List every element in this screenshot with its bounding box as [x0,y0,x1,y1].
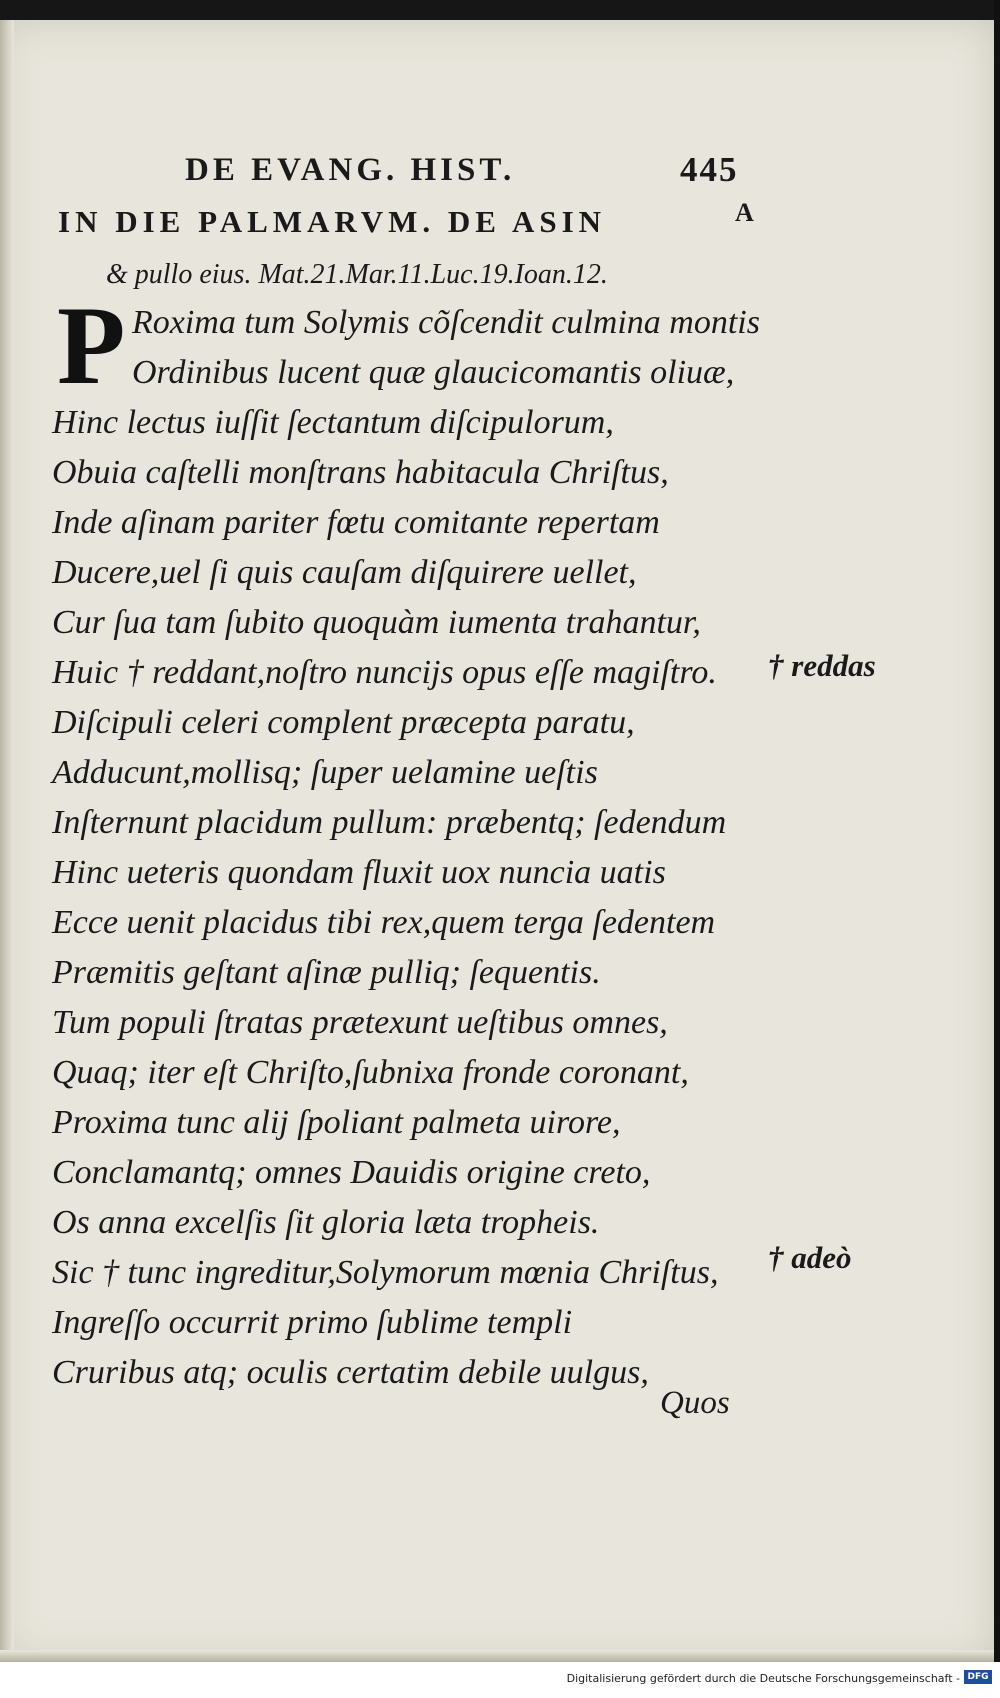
page-number: 445 [680,150,739,189]
margin-note: † adeò [768,1240,852,1275]
verse-line: Roxima tum Solymis cõſcendit culmina montis [132,304,760,341]
scan-border-right [994,0,1000,1698]
verse-line: Cruribus atq; oculis certatim debile uulgus, [52,1354,649,1391]
verse-line: Obuia caſtelli monſtrans habitacula Chriſtus, [52,454,669,491]
verse-line: Proxima tunc alij ſpoliant palmeta uirore, [52,1104,621,1141]
chapter-subtitle: & pullo eius. Mat.21.Mar.11.Luc.19.Ioan.12. [106,259,608,290]
signature-mark: A [735,198,754,227]
verse-line: Adducunt,mollisq; ſuper uelamine ueſtis [52,754,598,791]
verse-line: Inſternunt placidum pullum: præbentq; ſedendum [52,804,727,841]
margin-note: † reddas [768,648,876,683]
verse-line: Cur ſua tam ſubito quoquàm iumenta trahantur, [52,604,701,641]
verse-line: Os anna excelſis ſit gloria læta tropheis. [52,1204,600,1241]
verse-line: Ingreſſo occurrit primo ſublime templi [52,1304,573,1341]
verse-line: Tum populi ſtratas prætexunt ueſtibus omnes, [52,1004,668,1041]
verse-line: Ducere,uel ſi quis cauſam diſquirere uellet, [52,554,637,591]
verse-line: Inde aſinam pariter fœtu comitante repertam [52,504,660,541]
verse-line: Huic † reddant,noſtro nuncijs opus eſſe magiſtro. [52,654,717,691]
verse-line: Præmitis geſtant aſinæ pulliq; ſequentis. [52,954,601,991]
funding-credit: Digitalisierung gefördert durch die Deutsche Forschungsgemeinschaft - [566,1672,960,1685]
verse-line: Sic † tunc ingreditur,Solymorum mœnia Chriſtus, [52,1254,719,1291]
verse-line: Ordinibus lucent quæ glaucicomantis oliuæ, [132,354,735,391]
verse-line: Ecce uenit placidus tibi rex,quem terga ſedentem [52,904,716,941]
verse-line: Hinc lectus iuſſit ſectantum diſcipulorum, [52,404,614,441]
verse-line: Conclamantq; omnes Dauidis origine creto, [52,1154,651,1191]
verse-line: Hinc ueteris quondam fluxit uox nuncia uatis [52,854,666,891]
catchword: Quos [660,1385,730,1421]
verse-line: Diſcipuli celeri complent præcepta paratu, [52,704,635,741]
footer-bar [0,1662,1000,1698]
drop-cap: P [57,284,126,408]
running-head: DE EVANG. HIST. [185,152,516,188]
verse-line: Quaq; iter eſt Chriſto,ſubnixa fronde coronant, [52,1054,689,1091]
chapter-title: IN DIE PALMARVM. DE ASIN [58,204,607,239]
dfg-logo-icon: DFG [964,1670,992,1684]
